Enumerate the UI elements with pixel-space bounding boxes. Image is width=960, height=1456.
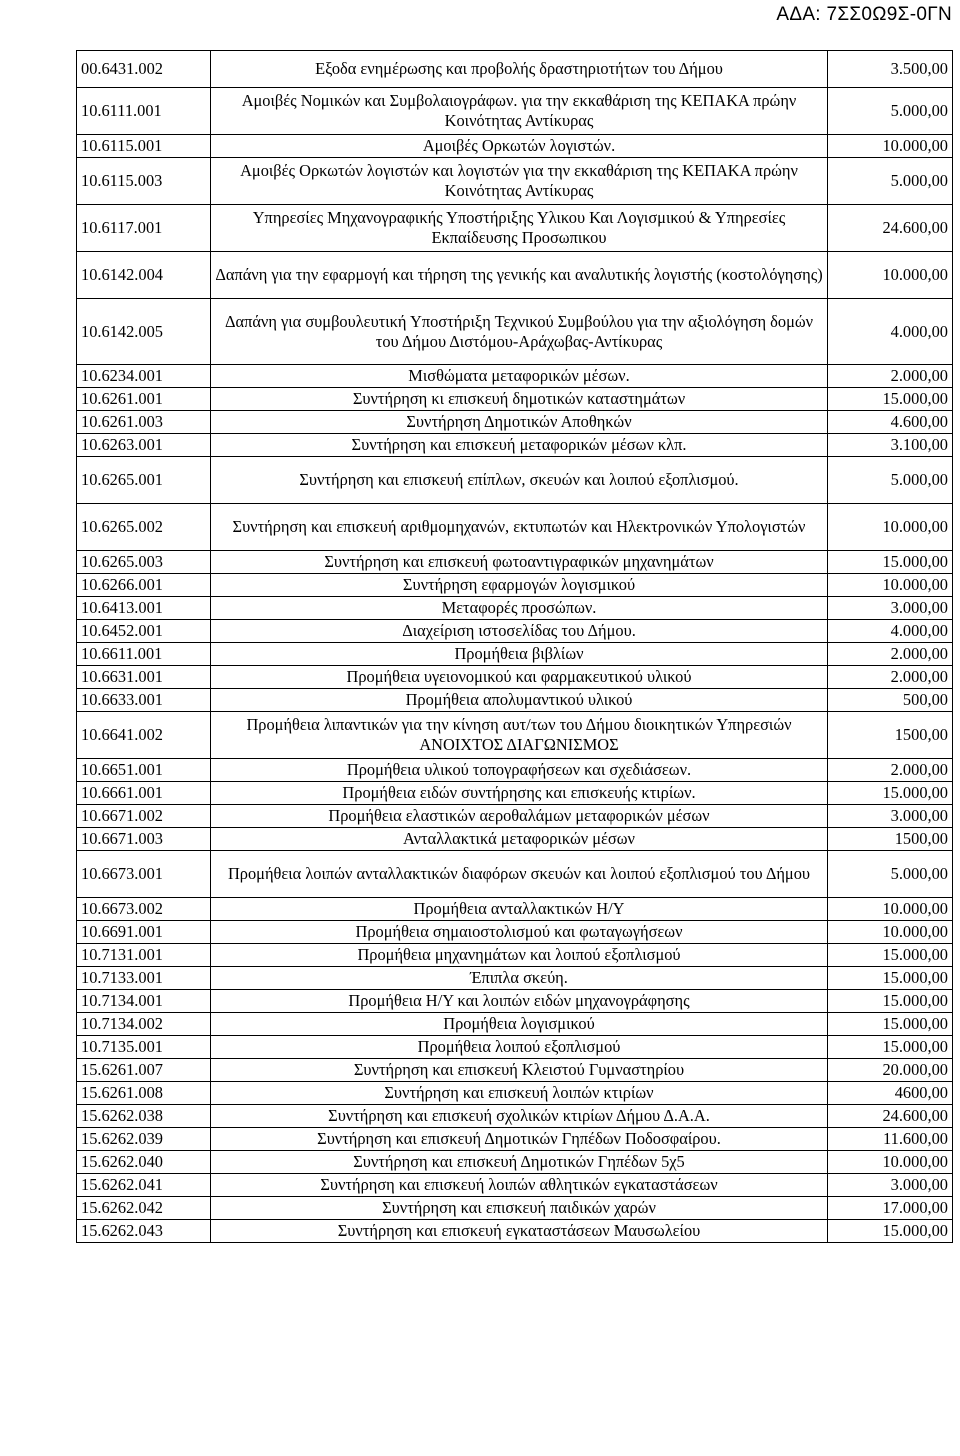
table-row xyxy=(77,1082,953,1105)
account-code: 10.7134.001 xyxy=(77,990,211,1013)
table-row xyxy=(77,1151,953,1174)
table-row xyxy=(77,299,953,365)
table-row xyxy=(77,712,953,759)
expense-description: Συντήρηση και επισκευή Δημοτικών Γηπέδων 5χ5 xyxy=(211,1151,828,1174)
budget-table xyxy=(76,50,953,1243)
expense-description: Συντήρηση και επισκευή παιδικών χαρών xyxy=(211,1197,828,1220)
amount: 1500,00 xyxy=(828,712,953,759)
account-code: 15.6262.039 xyxy=(77,1128,211,1151)
expense-description: Συντήρηση και επισκευή αριθμομηχανών, εκτυπωτών και Ηλεκτρονικών Υπολογιστών xyxy=(211,504,828,551)
account-code: 10.6263.001 xyxy=(77,434,211,457)
amount: 10.000,00 xyxy=(828,252,953,299)
account-code: 10.7133.001 xyxy=(77,967,211,990)
expense-description: Συντήρηση και επισκευή επίπλων, σκευών και λοιπού εξοπλισμού. xyxy=(211,457,828,504)
account-code: 10.6266.001 xyxy=(77,574,211,597)
amount: 15.000,00 xyxy=(828,1036,953,1059)
expense-description: Προμήθεια λιπαντικών για την κίνηση αυτ/των του Δήμου διοικητικών Υπηρεσιών ΑΝΟΙΧΤΟΣ ΔΙΑΓΩΝΙΣΜΟΣ xyxy=(211,712,828,759)
account-code: 15.6262.042 xyxy=(77,1197,211,1220)
account-code: 10.6671.003 xyxy=(77,828,211,851)
table-row xyxy=(77,944,953,967)
account-code: 10.6265.001 xyxy=(77,457,211,504)
amount: 4600,00 xyxy=(828,1082,953,1105)
amount: 15.000,00 xyxy=(828,388,953,411)
expense-description: Συντήρηση και επισκευή εγκαταστάσεων Μαυσωλείου xyxy=(211,1220,828,1243)
amount: 15.000,00 xyxy=(828,967,953,990)
table-row xyxy=(77,643,953,666)
table-row xyxy=(77,457,953,504)
table-row xyxy=(77,851,953,898)
amount: 500,00 xyxy=(828,689,953,712)
amount: 15.000,00 xyxy=(828,1220,953,1243)
amount: 10.000,00 xyxy=(828,504,953,551)
expense-description: Προμήθεια σημαιοστολισμού και φωταγωγήσεων xyxy=(211,921,828,944)
amount: 2.000,00 xyxy=(828,643,953,666)
budget-table-body xyxy=(77,51,953,1243)
table-row xyxy=(77,828,953,851)
amount: 24.600,00 xyxy=(828,205,953,252)
expense-description: Δαπάνη για συμβουλευτική Υποστήριξη Τεχνικού Συμβούλου για την αξιολόγηση δομών του Δήμου Διστόμου-Αράχωβας-Αντίκυρας xyxy=(211,299,828,365)
table-row xyxy=(77,689,953,712)
table-row xyxy=(77,990,953,1013)
expense-description: Προμήθεια υγειονομικού και φαρμακευτικού υλικού xyxy=(211,666,828,689)
table-row xyxy=(77,620,953,643)
amount: 10.000,00 xyxy=(828,574,953,597)
expense-description: Μισθώματα μεταφορικών μέσων. xyxy=(211,365,828,388)
amount: 24.600,00 xyxy=(828,1105,953,1128)
amount: 10.000,00 xyxy=(828,898,953,921)
account-code: 15.6261.007 xyxy=(77,1059,211,1082)
account-code: 10.6661.001 xyxy=(77,782,211,805)
amount: 1500,00 xyxy=(828,828,953,851)
table-row xyxy=(77,205,953,252)
amount: 5.000,00 xyxy=(828,88,953,135)
account-code: 10.6691.001 xyxy=(77,921,211,944)
account-code: 10.6261.003 xyxy=(77,411,211,434)
account-code: 10.7131.001 xyxy=(77,944,211,967)
table-row xyxy=(77,759,953,782)
expense-description: Προμήθεια λοιπού εξοπλισμού xyxy=(211,1036,828,1059)
amount: 20.000,00 xyxy=(828,1059,953,1082)
table-row xyxy=(77,1059,953,1082)
expense-description: Προμήθεια λογισμικού xyxy=(211,1013,828,1036)
account-code: 10.6261.001 xyxy=(77,388,211,411)
expense-description: Διαχείριση ιστοσελίδας του Δήμου. xyxy=(211,620,828,643)
account-code: 10.6265.003 xyxy=(77,551,211,574)
table-row xyxy=(77,921,953,944)
account-code: 15.6262.043 xyxy=(77,1220,211,1243)
amount: 5.000,00 xyxy=(828,851,953,898)
table-row xyxy=(77,158,953,205)
account-code: 10.6633.001 xyxy=(77,689,211,712)
account-code: 10.6673.002 xyxy=(77,898,211,921)
expense-description: Συντήρηση και επισκευή μεταφορικών μέσων κλπ. xyxy=(211,434,828,457)
account-code: 10.6671.002 xyxy=(77,805,211,828)
amount: 2.000,00 xyxy=(828,666,953,689)
account-code: 10.7134.002 xyxy=(77,1013,211,1036)
amount: 2.000,00 xyxy=(828,759,953,782)
amount: 3.100,00 xyxy=(828,434,953,457)
expense-description: Αμοιβές Ορκωτών λογιστών. xyxy=(211,135,828,158)
table-row xyxy=(77,51,953,88)
expense-description: Προμήθεια ανταλλακτικών Η/Υ xyxy=(211,898,828,921)
table-row xyxy=(77,898,953,921)
expense-description: Προμήθεια βιβλίων xyxy=(211,643,828,666)
table-row xyxy=(77,365,953,388)
expense-description: Προμήθεια ειδών συντήρησης και επισκευής κτιρίων. xyxy=(211,782,828,805)
account-code: 10.6234.001 xyxy=(77,365,211,388)
table-row xyxy=(77,411,953,434)
table-row xyxy=(77,135,953,158)
expense-description: Συντήρηση και επισκευή Κλειστού Γυμναστηρίου xyxy=(211,1059,828,1082)
amount: 3.000,00 xyxy=(828,805,953,828)
table-row xyxy=(77,1036,953,1059)
table-row xyxy=(77,504,953,551)
expense-description: Αμοιβές Νομικών και Συμβολαιογράφων. για την εκκαθάριση της ΚΕΠΑΚΑ πρώην Κοινότητας Αντίκυρας xyxy=(211,88,828,135)
account-code: 10.6673.001 xyxy=(77,851,211,898)
amount: 4.000,00 xyxy=(828,299,953,365)
table-row xyxy=(77,551,953,574)
table-row xyxy=(77,88,953,135)
expense-description: Συντήρηση και επισκευή φωτοαντιγραφικών μηχανημάτων xyxy=(211,551,828,574)
table-row xyxy=(77,434,953,457)
amount: 4.600,00 xyxy=(828,411,953,434)
account-code: 15.6261.008 xyxy=(77,1082,211,1105)
amount: 5.000,00 xyxy=(828,457,953,504)
table-row xyxy=(77,574,953,597)
account-code: 15.6262.040 xyxy=(77,1151,211,1174)
table-row xyxy=(77,1128,953,1151)
amount: 15.000,00 xyxy=(828,1013,953,1036)
amount: 15.000,00 xyxy=(828,944,953,967)
expense-description: Προμήθεια μηχανημάτων και λοιπού εξοπλισμού xyxy=(211,944,828,967)
amount: 2.000,00 xyxy=(828,365,953,388)
amount: 11.600,00 xyxy=(828,1128,953,1151)
ada-identifier: ΑΔΑ: 7ΣΣ0Ω9Σ-0ΓΝ xyxy=(776,4,952,25)
table-row xyxy=(77,666,953,689)
expense-description: Συντήρηση και επισκευή Δημοτικών Γηπέδων Ποδοσφαίρου. xyxy=(211,1128,828,1151)
expense-description: Συντήρηση εφαρμογών λογισμικού xyxy=(211,574,828,597)
account-code: 15.6262.038 xyxy=(77,1105,211,1128)
expense-description: Ανταλλακτικά μεταφορικών μέσων xyxy=(211,828,828,851)
expense-description: Προμήθεια υλικού τοπογραφήσεων και σχεδιάσεων. xyxy=(211,759,828,782)
account-code: 10.6265.002 xyxy=(77,504,211,551)
expense-description: Προμήθεια Η/Υ και λοιπών ειδών μηχανογράφησης xyxy=(211,990,828,1013)
expense-description: Υπηρεσίες Μηχανογραφικής Υποστήριξης Υλικου Και Λογισμικού & Υπηρεσίες Εκπαίδευσης Προσωπικου xyxy=(211,205,828,252)
account-code: 10.6142.004 xyxy=(77,252,211,299)
amount: 15.000,00 xyxy=(828,990,953,1013)
amount: 10.000,00 xyxy=(828,135,953,158)
amount: 5.000,00 xyxy=(828,158,953,205)
account-code: 10.6115.001 xyxy=(77,135,211,158)
account-code: 10.6142.005 xyxy=(77,299,211,365)
account-code: 00.6431.002 xyxy=(77,51,211,88)
account-code: 10.6651.001 xyxy=(77,759,211,782)
table-row xyxy=(77,805,953,828)
amount: 3.000,00 xyxy=(828,1174,953,1197)
amount: 15.000,00 xyxy=(828,551,953,574)
account-code: 10.6452.001 xyxy=(77,620,211,643)
table-row xyxy=(77,1174,953,1197)
table-row xyxy=(77,967,953,990)
table-row xyxy=(77,1197,953,1220)
table-row xyxy=(77,388,953,411)
amount: 10.000,00 xyxy=(828,921,953,944)
amount: 3.000,00 xyxy=(828,597,953,620)
table-row xyxy=(77,252,953,299)
table-row xyxy=(77,1013,953,1036)
expense-description: Συντήρηση κι επισκευή δημοτικών καταστημάτων xyxy=(211,388,828,411)
amount: 17.000,00 xyxy=(828,1197,953,1220)
account-code: 10.6115.003 xyxy=(77,158,211,205)
expense-description: Έπιπλα σκεύη. xyxy=(211,967,828,990)
expense-description: Προμήθεια ελαστικών αεροθαλάμων μεταφορικών μέσων xyxy=(211,805,828,828)
account-code: 10.6117.001 xyxy=(77,205,211,252)
expense-description: Μεταφορές προσώπων. xyxy=(211,597,828,620)
account-code: 10.6611.001 xyxy=(77,643,211,666)
table-row xyxy=(77,1220,953,1243)
amount: 10.000,00 xyxy=(828,1151,953,1174)
expense-description: Συντήρηση Δημοτικών Αποθηκών xyxy=(211,411,828,434)
account-code: 10.7135.001 xyxy=(77,1036,211,1059)
expense-description: Δαπάνη για την εφαρμογή και τήρηση της γενικής και αναλυτικής λογιστής (κοστολόγησης) xyxy=(211,252,828,299)
expense-description: Προμήθεια λοιπών ανταλλακτικών διαφόρων σκευών και λοιπού εξοπλισμού του Δήμου xyxy=(211,851,828,898)
expense-description: Εξοδα ενημέρωσης και προβολής δραστηριοτήτων του Δήμου xyxy=(211,51,828,88)
amount: 15.000,00 xyxy=(828,782,953,805)
account-code: 10.6641.002 xyxy=(77,712,211,759)
account-code: 10.6413.001 xyxy=(77,597,211,620)
amount: 3.500,00 xyxy=(828,51,953,88)
expense-description: Συντήρηση και επισκευή σχολικών κτιρίων Δήμου Δ.Α.Α. xyxy=(211,1105,828,1128)
amount: 4.000,00 xyxy=(828,620,953,643)
table-row xyxy=(77,782,953,805)
expense-description: Συντήρηση και επισκευή λοιπών κτιρίων xyxy=(211,1082,828,1105)
account-code: 10.6111.001 xyxy=(77,88,211,135)
account-code: 10.6631.001 xyxy=(77,666,211,689)
expense-description: Προμήθεια απολυμαντικού υλικού xyxy=(211,689,828,712)
expense-description: Αμοιβές Ορκωτών λογιστών και λογιστών για την εκκαθάριση της ΚΕΠΑΚΑ πρώην Κοινότητας Αντίκυρας xyxy=(211,158,828,205)
expense-description: Συντήρηση και επισκευή λοιπών αθλητικών εγκαταστάσεων xyxy=(211,1174,828,1197)
account-code: 15.6262.041 xyxy=(77,1174,211,1197)
table-row xyxy=(77,1105,953,1128)
table-row xyxy=(77,597,953,620)
